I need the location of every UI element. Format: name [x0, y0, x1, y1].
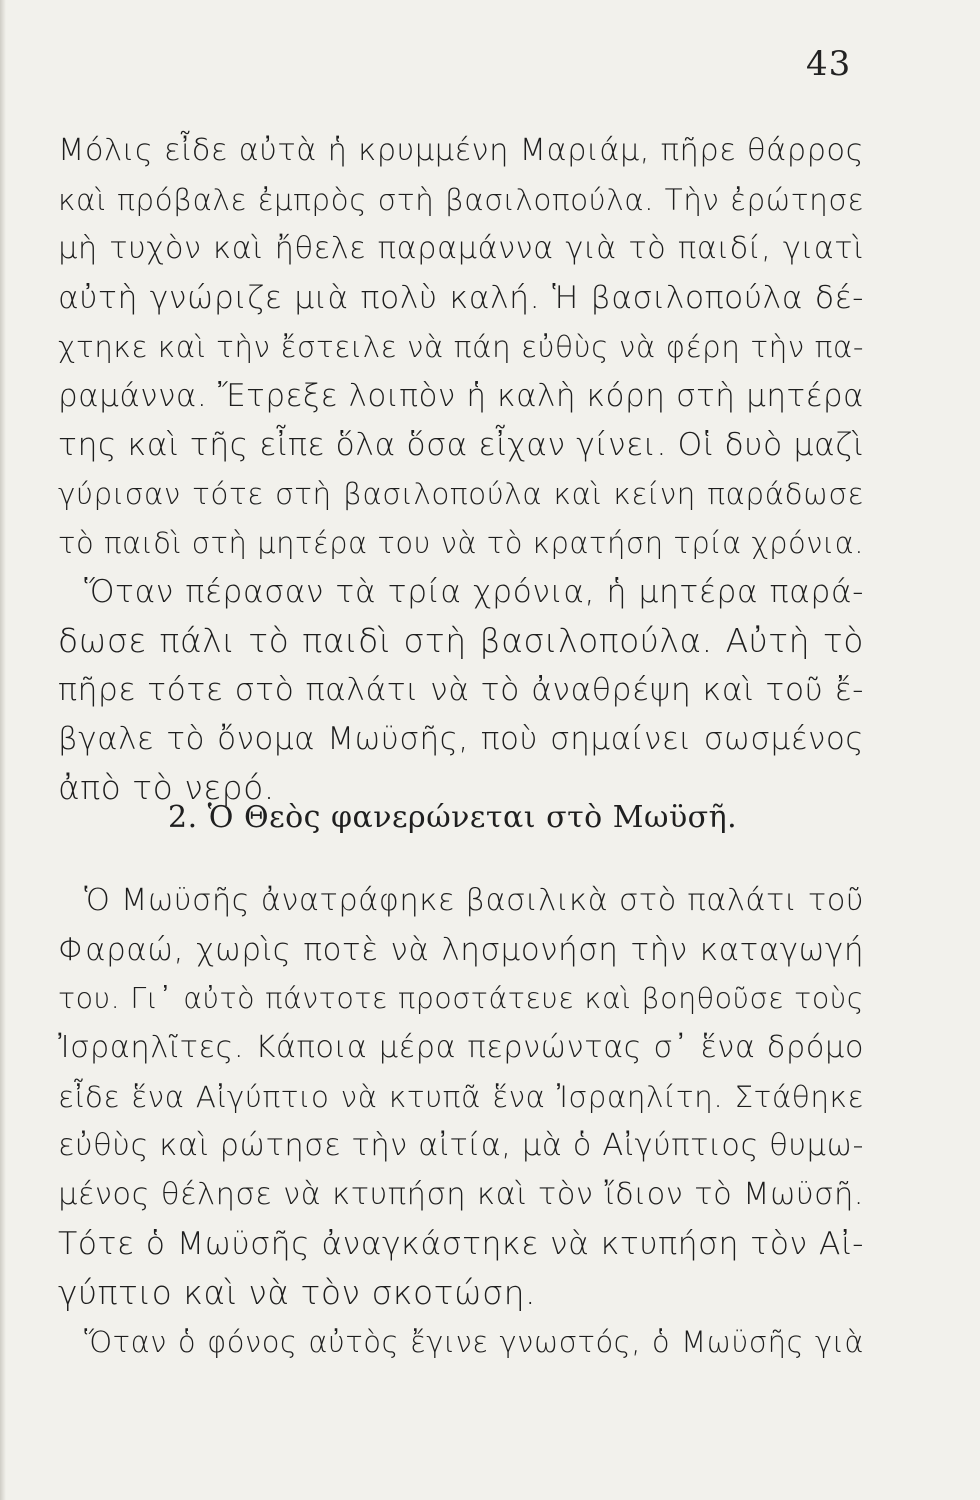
text-line: Ὅταν πέρασαν τὰ τρία χρόνια, ἡ μητέρα παρά- [84, 574, 864, 610]
text-line: μένος θέλησε νὰ κτυπήση καὶ τὸν ἴδιον τὸ Μωϋσῆ. [58, 1177, 864, 1212]
text-line: γύπτιο καὶ νὰ τὸν σκοτώση. [58, 1273, 536, 1312]
text-line: της καὶ τῆς εἶπε ὅλα ὅσα εἶχαν γίνει. Οἱ δυὸ μαζὶ [58, 427, 864, 463]
text-line: Τότε ὁ Μωϋσῆς ἀναγκάστηκε νὰ κτυπήση τὸν Αἰ- [58, 1226, 864, 1262]
text-line: γύρισαν τότε στὴ βασιλοπούλα καὶ κείνη παράδωσε [58, 477, 864, 511]
text-line: αὐτὴ γνώριζε μιὰ πολὺ καλή. Ἡ βασιλοπούλα δέ- [58, 280, 864, 316]
text-line: του. Γι᾽ αὐτὸ πάντοτε προστάτευε καὶ βοηθοῦσε τοὺς [58, 982, 864, 1015]
text-line: τὸ παιδὶ στὴ μητέρα του νὰ τὸ κρατήση τρία χρόνια. [58, 526, 864, 560]
text-line: Μόλις εἶδε αὐτὰ ἡ κρυμμένη Μαριάμ, πῆρε θάρρος [58, 133, 864, 168]
page-number: 43 [806, 44, 852, 84]
text-line: Ἰσραηλῖτες. Κάποια μέρα περνώντας σ᾽ ἕνα δρόμο [58, 1030, 864, 1065]
page-binding-edge [0, 0, 6, 1500]
text-line: καὶ πρόβαλε ἐμπρὸς στὴ βασιλοπούλα. Τὴν ἐρώτησε [58, 183, 864, 217]
text-line: πῆρε τότε στὸ παλάτι νὰ τὸ ἀναθρέψη καὶ τοῦ ἔ- [58, 672, 864, 708]
text-line: εὐθὺς καὶ ρώτησε τὴν αἰτία, μὰ ὁ Αἰγύπτιος θυμω- [58, 1128, 864, 1163]
text-line: Ὅταν ὁ φόνος αὐτὸς ἔγινε γνωστός, ὁ Μωϋσῆς γιὰ [84, 1325, 864, 1359]
text-line: δωσε πάλι τὸ παιδὶ στὴ βασιλοπούλα. Αὐτὴ τὸ [58, 621, 864, 660]
text-line: ραμάννα. Ἔτρεξε λοιπὸν ἡ καλὴ κόρη στὴ μητέρα [58, 378, 864, 414]
text-line: εἶδε ἕνα Αἰγύπτιο νὰ κτυπᾶ ἕνα Ἰσραηλίτη. Στάθηκε [58, 1080, 864, 1114]
text-line: Φαραώ, χωρὶς ποτὲ νὰ λησμονήση τὴν καταγωγή [58, 932, 864, 968]
text-line: βγαλε τὸ ὄνομα Μωϋσῆς, ποὺ σημαίνει σωσμένος [58, 721, 864, 757]
text-line: Ὁ Μωϋσῆς ἀνατράφηκε βασιλικὰ στὸ παλάτι τοῦ [84, 883, 864, 918]
text-line: χτηκε καὶ τὴν ἔστειλε νὰ πάη εὐθὺς νὰ φέρη τὴν πα- [58, 330, 865, 364]
text-line: μὴ τυχὸν καὶ ἤθελε παραμάννα γιὰ τὸ παιδί, γιατὶ [58, 231, 864, 266]
text-line: ἀπὸ τὸ νερό. [58, 768, 275, 807]
section-heading: 2. Ὁ Θεὸς φανερώνεται στὸ Μωϋσῆ. [168, 800, 738, 835]
